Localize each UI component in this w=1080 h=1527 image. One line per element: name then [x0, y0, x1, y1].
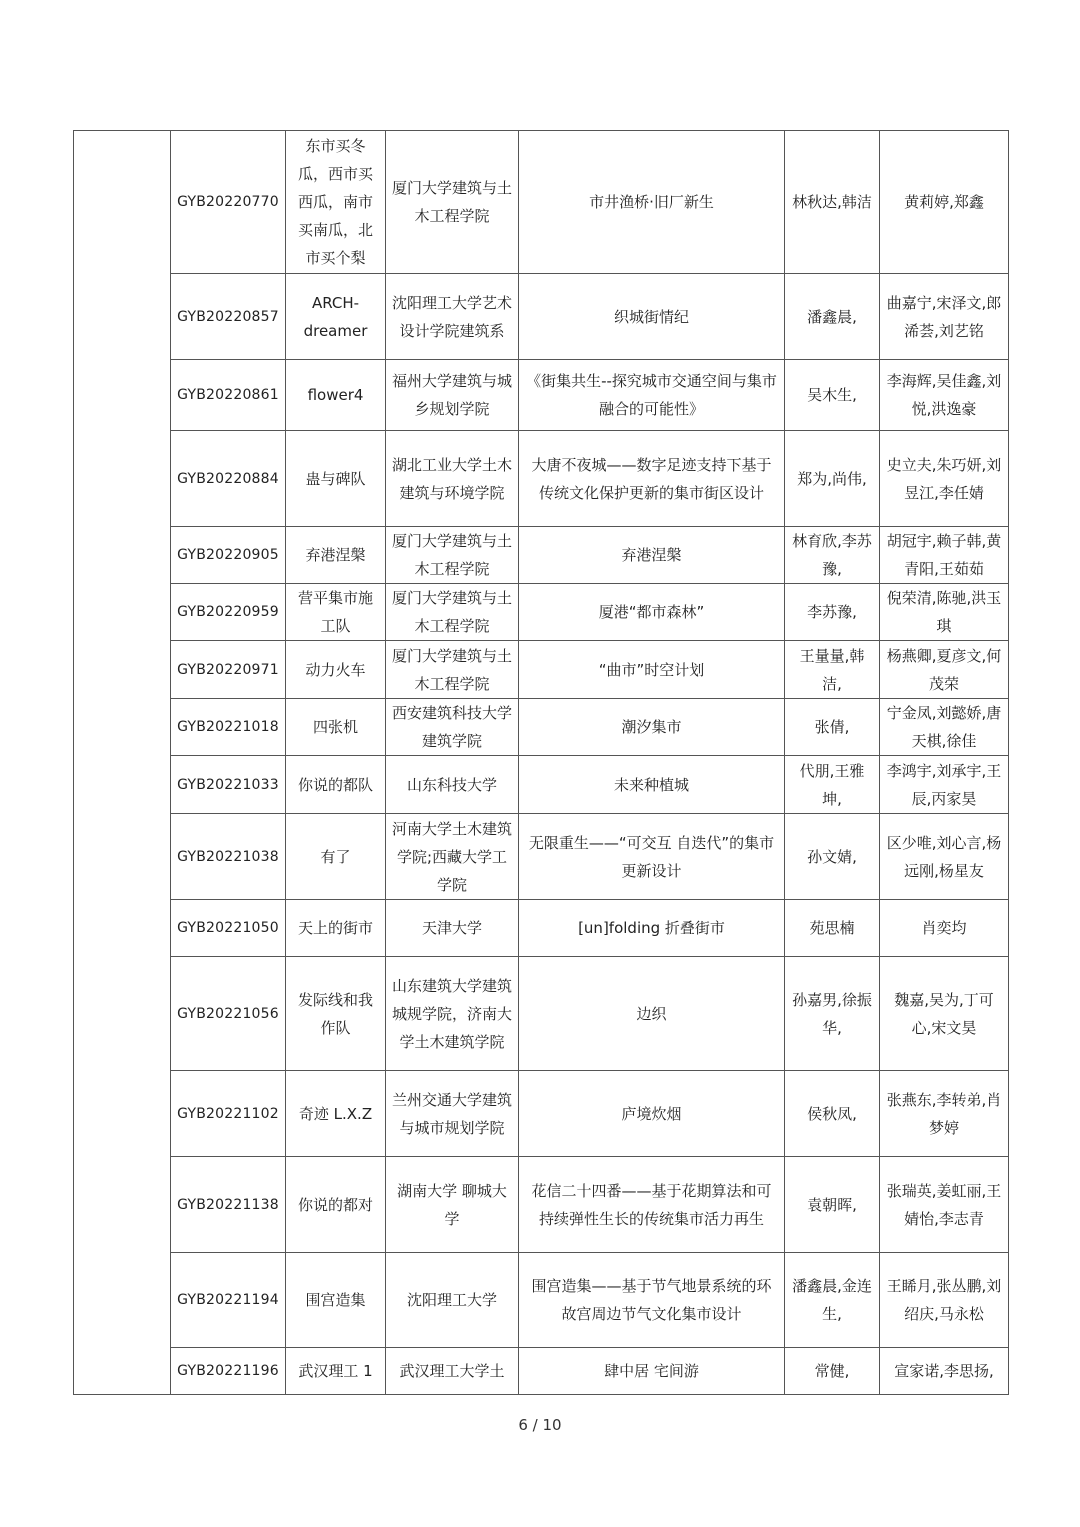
team-name: ARCH-dreamer [286, 274, 386, 360]
entry-id: GYB20220770 [171, 131, 286, 274]
work-title: 厦港“都市森林” [519, 584, 785, 641]
category-cell [74, 131, 171, 1395]
entry-id: GYB20220861 [171, 360, 286, 431]
work-title: 庐境炊烟 [519, 1071, 785, 1157]
member-names: 史立夫,朱巧妍,刘昱江,李任婧 [880, 431, 1009, 527]
advisor-names: 苑思楠 [785, 900, 880, 957]
advisor-names: 林秋达,韩洁 [785, 131, 880, 274]
work-title: 大唐不夜城——数字足迹支持下基于传统文化保护更新的集市街区设计 [519, 431, 785, 527]
team-name: 你说的都队 [286, 756, 386, 814]
member-names: 李鸿宇,刘承宇,王辰,丙家昊 [880, 756, 1009, 814]
team-name: 武汉理工 1 [286, 1348, 386, 1395]
school-name: 山东建筑大学建筑城规学院，济南大学土木建筑学院 [386, 957, 519, 1071]
member-names: 曲嘉宁,宋泽文,郎浠荟,刘艺铭 [880, 274, 1009, 360]
work-title: 肆中居 宅间游 [519, 1348, 785, 1395]
entry-id: GYB20221138 [171, 1157, 286, 1253]
advisor-names: 吴木生, [785, 360, 880, 431]
team-name: 围宫造集 [286, 1253, 386, 1348]
school-name: 西安建筑科技大学建筑学院 [386, 699, 519, 756]
entry-id: GYB20221196 [171, 1348, 286, 1395]
team-name: 蛊与碑队 [286, 431, 386, 527]
table-row [74, 584, 1009, 641]
entry-id: GYB20220971 [171, 641, 286, 699]
entry-id: GYB20221194 [171, 1253, 286, 1348]
table-row [74, 1157, 1009, 1253]
page-number: 6 / 10 [518, 1416, 562, 1434]
school-name: 兰州交通大学建筑与城市规划学院 [386, 1071, 519, 1157]
member-names: 李海辉,吴佳鑫,刘悦,洪逸豪 [880, 360, 1009, 431]
work-title: 未来种植城 [519, 756, 785, 814]
school-name: 沈阳理工大学 [386, 1253, 519, 1348]
advisor-names: 代朋,王雅坤, [785, 756, 880, 814]
table-row [74, 431, 1009, 527]
table-row [74, 957, 1009, 1071]
member-names: 杨燕卿,夏彦文,何茂荣 [880, 641, 1009, 699]
entry-id: GYB20221056 [171, 957, 286, 1071]
school-name: 山东科技大学 [386, 756, 519, 814]
table-row [74, 1071, 1009, 1157]
entry-id: GYB20220959 [171, 584, 286, 641]
work-title: 《街集共生--探究城市交通空间与集市融合的可能性》 [519, 360, 785, 431]
table-row [74, 131, 1009, 274]
advisor-names: 郑为,尚伟, [785, 431, 880, 527]
table-row [74, 360, 1009, 431]
member-names: 胡冠宇,赖子韩,黄青阳,王茹茹 [880, 527, 1009, 584]
table-row [74, 274, 1009, 360]
school-name: 厦门大学建筑与土木工程学院 [386, 584, 519, 641]
table-row [74, 1253, 1009, 1348]
team-name: 有了 [286, 814, 386, 900]
team-name: 天上的街市 [286, 900, 386, 957]
table-row [74, 814, 1009, 900]
school-name: 厦门大学建筑与土木工程学院 [386, 131, 519, 274]
member-names: 区少唯,刘心言,杨远刚,杨星友 [880, 814, 1009, 900]
entry-id: GYB20220857 [171, 274, 286, 360]
school-name: 沈阳理工大学艺术设计学院建筑系 [386, 274, 519, 360]
advisor-names: 林育欣,李苏豫, [785, 527, 880, 584]
school-name: 湖北工业大学土木建筑与环境学院 [386, 431, 519, 527]
advisor-names: 常健, [785, 1348, 880, 1395]
table-row [74, 641, 1009, 699]
table-row [74, 1348, 1009, 1395]
advisor-names: 孙文婧, [785, 814, 880, 900]
entry-id: GYB20221038 [171, 814, 286, 900]
member-names: 魏嘉,吴为,丁可心,宋文昊 [880, 957, 1009, 1071]
member-names: 张瑞英,姜虹丽,王婧怡,李志青 [880, 1157, 1009, 1253]
entry-id: GYB20221050 [171, 900, 286, 957]
work-title: 围宫造集——基于节气地景系统的环故宫周边节气文化集市设计 [519, 1253, 785, 1348]
entry-id: GYB20221033 [171, 756, 286, 814]
work-title: 无限重生——“可交互 自迭代”的集市更新设计 [519, 814, 785, 900]
team-name: 东市买冬瓜，西市买西瓜，南市买南瓜，北市买个梨 [286, 131, 386, 274]
school-name: 湖南大学 聊城大学 [386, 1157, 519, 1253]
work-title: 边织 [519, 957, 785, 1071]
team-name: 奇迹 L.X.Z [286, 1071, 386, 1157]
table-row [74, 527, 1009, 584]
member-names: 宁金凤,刘懿娇,唐天棋,徐佳 [880, 699, 1009, 756]
advisor-names: 王量量,韩洁, [785, 641, 880, 699]
member-names: 肖奕均 [880, 900, 1009, 957]
team-name: flower4 [286, 360, 386, 431]
advisor-names: 侯秋凤, [785, 1071, 880, 1157]
school-name: 武汉理工大学土 [386, 1348, 519, 1395]
advisor-names: 潘鑫晨,金连生, [785, 1253, 880, 1348]
member-names: 宣家诺,李思扬, [880, 1348, 1009, 1395]
team-name: 四张机 [286, 699, 386, 756]
advisor-names: 潘鑫晨, [785, 274, 880, 360]
table-row [74, 900, 1009, 957]
entry-id: GYB20220884 [171, 431, 286, 527]
school-name: 福州大学建筑与城乡规划学院 [386, 360, 519, 431]
school-name: 厦门大学建筑与土木工程学院 [386, 641, 519, 699]
entry-id: GYB20221018 [171, 699, 286, 756]
table-row [74, 756, 1009, 814]
entry-id: GYB20221102 [171, 1071, 286, 1157]
team-name: 动力火车 [286, 641, 386, 699]
member-names: 黄莉婷,郑鑫 [880, 131, 1009, 274]
team-name: 营平集市施工队 [286, 584, 386, 641]
work-title: 市井渔桥·旧厂新生 [519, 131, 785, 274]
member-names: 王睎月,张丛鹏,刘绍庆,马永松 [880, 1253, 1009, 1348]
advisor-names: 袁朝晖, [785, 1157, 880, 1253]
member-names: 倪荣清,陈驰,洪玉琪 [880, 584, 1009, 641]
table-row [74, 699, 1009, 756]
school-name: 河南大学土木建筑学院;西藏大学工学院 [386, 814, 519, 900]
advisor-names: 张倩, [785, 699, 880, 756]
advisor-names: 孙嘉男,徐振华, [785, 957, 880, 1071]
school-name: 天津大学 [386, 900, 519, 957]
member-names: 张燕东,李转弟,肖梦婷 [880, 1071, 1009, 1157]
work-title: 弃港涅槃 [519, 527, 785, 584]
work-title: 织城街情纪 [519, 274, 785, 360]
team-name: 发际线和我作队 [286, 957, 386, 1071]
award-table [73, 130, 1009, 1395]
advisor-names: 李苏豫, [785, 584, 880, 641]
team-name: 你说的都对 [286, 1157, 386, 1253]
work-title: [un]folding 折叠街市 [519, 900, 785, 957]
school-name: 厦门大学建筑与土木工程学院 [386, 527, 519, 584]
work-title: 潮汐集市 [519, 699, 785, 756]
work-title: “曲市”时空计划 [519, 641, 785, 699]
team-name: 弃港涅槃 [286, 527, 386, 584]
work-title: 花信二十四番——基于花期算法和可持续弹性生长的传统集市活力再生 [519, 1157, 785, 1253]
entry-id: GYB20220905 [171, 527, 286, 584]
